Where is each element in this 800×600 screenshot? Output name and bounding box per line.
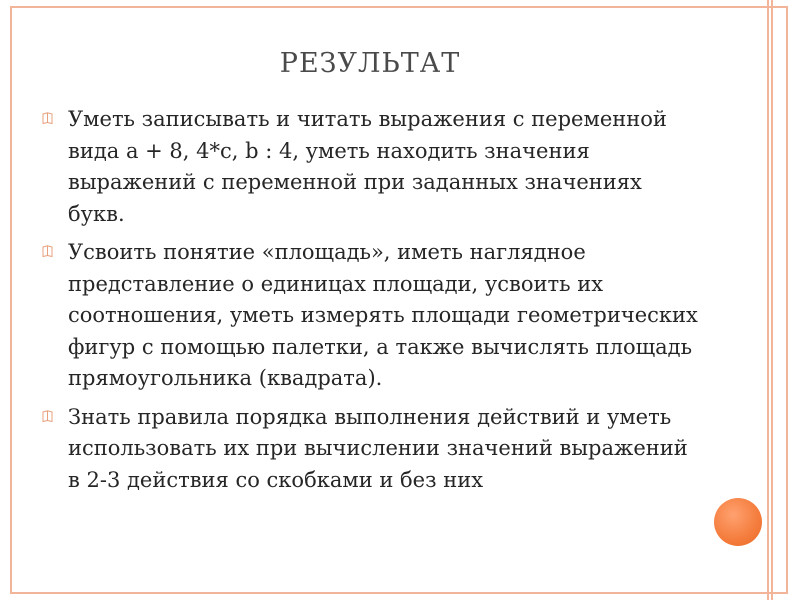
list-item — [40, 402, 700, 497]
bullet-text: Уметь записывать и читать выражения с переменной вида a + 8, 4*c, b : 4, уметь находить значения выражений с переменной при заданных значениях букв. — [68, 107, 667, 226]
open-book-outline-icon — [42, 112, 53, 125]
bullet-text: Знать правила порядка выполнения действий и уметь использовать их при вычислении значений выражений в 2-3 действия со скобками и без них — [68, 404, 688, 492]
bullet-text: Усвоить понятие «площадь», иметь наглядное представление о единицах площади, усвоить их соотношения, уметь измерять площади геометрических фигур с помощью палетки, а также вычислять площадь прямоугольника (квадрата). — [68, 240, 698, 390]
list-item — [40, 237, 700, 395]
bullet-list — [40, 104, 700, 503]
slide-title: РЕЗУЛЬТАТ — [279, 48, 461, 79]
list-item — [40, 104, 700, 230]
decorative-stripe — [771, 0, 773, 600]
open-book-outline-icon — [42, 410, 53, 423]
open-book-outline-icon — [42, 245, 53, 258]
decorative-circle — [714, 498, 762, 546]
decorative-stripe — [767, 0, 769, 600]
